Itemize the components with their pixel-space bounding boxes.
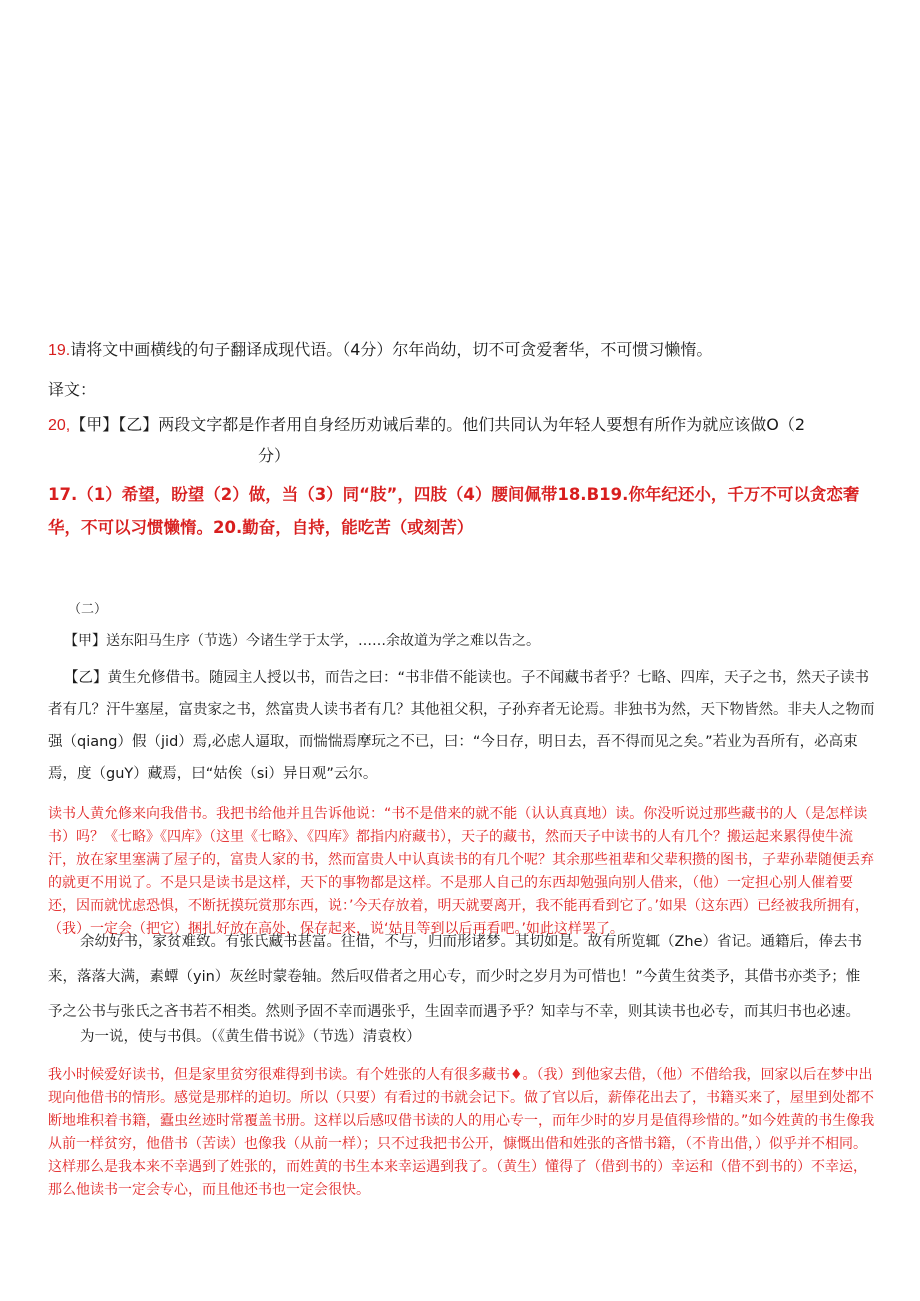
question-19-text: 请将文中画横线的句子翻译成现代语。（4分）尔年尚幼，切不可贪爱奢华，不可惯习懒惰。 bbox=[70, 340, 713, 359]
question-20-points: 分） bbox=[258, 446, 291, 465]
passage-yi-paragraph-2: 余幼好书，家贫难致。有张氏藏书甚富。往借，不与，归而形诸梦。其切如是。故有所览辄（Zhe）省记。通籍后，俸去书来，落落大满，素蟫（yin）灰丝时蒙卷轴。然后叹借者之用心专，而少时之岁月为可惜也！”今黄生贫类予，其借书亦类予；惟予之公书与张氏之吝书若不相类。然则予固不幸而遇张乎，生固幸而遇予乎？知幸与不幸，则其读书也必专，而其归书也必速。 bbox=[48, 934, 863, 1020]
section-heading: （二） bbox=[68, 602, 108, 617]
answer-key: 17.（1）希望，盼望（2）做，当（3）同“肢”，四肢（4）腰间佩带18.B19.你年纪还小，千万不可以贪恋奢华，不可以习惯懒惰。20.勤奋，自持，能吃苦（或刻苦） bbox=[48, 485, 860, 537]
translation-label: 译文： bbox=[48, 380, 97, 399]
question-20 bbox=[48, 410, 888, 471]
passage-jia: 【甲】送东阳马生序（节选）今诸生学于太学，……余故道为学之难以告之。 bbox=[64, 633, 540, 649]
question-20-number: 20, bbox=[48, 417, 71, 434]
passage-yi: 【乙】黄生允修借书。随园主人授以书，而告之曰：“书非借不能读也。子不闻藏书者乎？七略、四库，天子之书，然天子读书者有几？汗牛塞屋，富贵家之书，然富贵人读书者有几？其他祖父积，子孙弃者无论焉。非独书为然，天下物皆然。非夫人之物而强（qiang）假（jid）焉,必虑人逼取，而惴惴焉摩玩之不已，曰：“今日存，明日去，吾不得而见之矣。”若业为吾所有，必高束焉，度（guY）藏焉，曰“姑俟（si）异日观”云尔。 bbox=[48, 670, 875, 782]
question-20-text: 【甲】【乙】两段文字都是作者用自身经历劝诫后辈的。他们共同认为年轻人要想有所作为就应该做O（2 bbox=[70, 415, 806, 434]
translation-paragraph-2: 我小时候爱好读书，但是家里贫穷很难得到书读。有个姓张的人有很多藏书♦。（我）到他家去借，（他）不借给我，回家以后在梦中出现向他借书的情形。感觉是那样的迫切。所以（只要）有看过的书就会记下。做了官以后，薪俸花出去了，书籍买来了，屋里到处都不断地堆积着书籍，蠹虫丝迹时常覆盖书册。这样以后感叹借书读的人的用心专一，而年少时的岁月是值得珍惜的。”如今姓黄的书生像我从前一样贫穷，他借书（苦读）也像我（从前一样）；只不过我把书公开，慷慨出借和姓张的吝惜书籍，（不肯出借，）似乎并不相同。这样那么是我本来不幸遇到了姓张的，而姓黄的书生本来幸运遇到我了。（黄生）懂得了（借到书的）幸运和（借不到书的）不幸运，那么他读书一定会专心，而且他还书也一定会很快。 bbox=[48, 1067, 875, 1198]
translation-paragraph-1: 读书人黄允修来向我借书。我把书给他并且告诉他说：“书不是借来的就不能（认认真真地）读。你没听说过那些藏书的人（是怎样读书）吗？《七略》《四库》（这里《七略》、《四库》都指内府藏书），天子的藏书，然而天子中读书的人有几个？搬运起来累得使牛流汗，放在家里塞满了屋子的，富贵人家的书，然而富贵人中认真读书的有几个呢？其余那些祖辈和父辈积攒的图书，子辈孙辈随便丢弃的就更不用说了。不是只是读书是这样，天下的事物都是这样。不是那人自己的东西却勉强向别人借来，（他）一定担心别人催着要还，因而就忧虑恐惧，不断抚摸玩赏那东西，说：’今天存放着，明天就要离开，我不能再看到它了。’如果（这东西）已经被我所拥有，（我）一定会（把它）捆扎好放在高处，保存起来，说‘姑且等到以后再看吧。’如此这样罢了。 bbox=[48, 806, 874, 937]
question-19 bbox=[48, 340, 920, 361]
passage-yi-paragraph-3: 为一说，使与书俱。（《黄生借书说》（节选）清袁枚） bbox=[80, 1029, 421, 1045]
question-19-number: 19. bbox=[48, 342, 71, 359]
